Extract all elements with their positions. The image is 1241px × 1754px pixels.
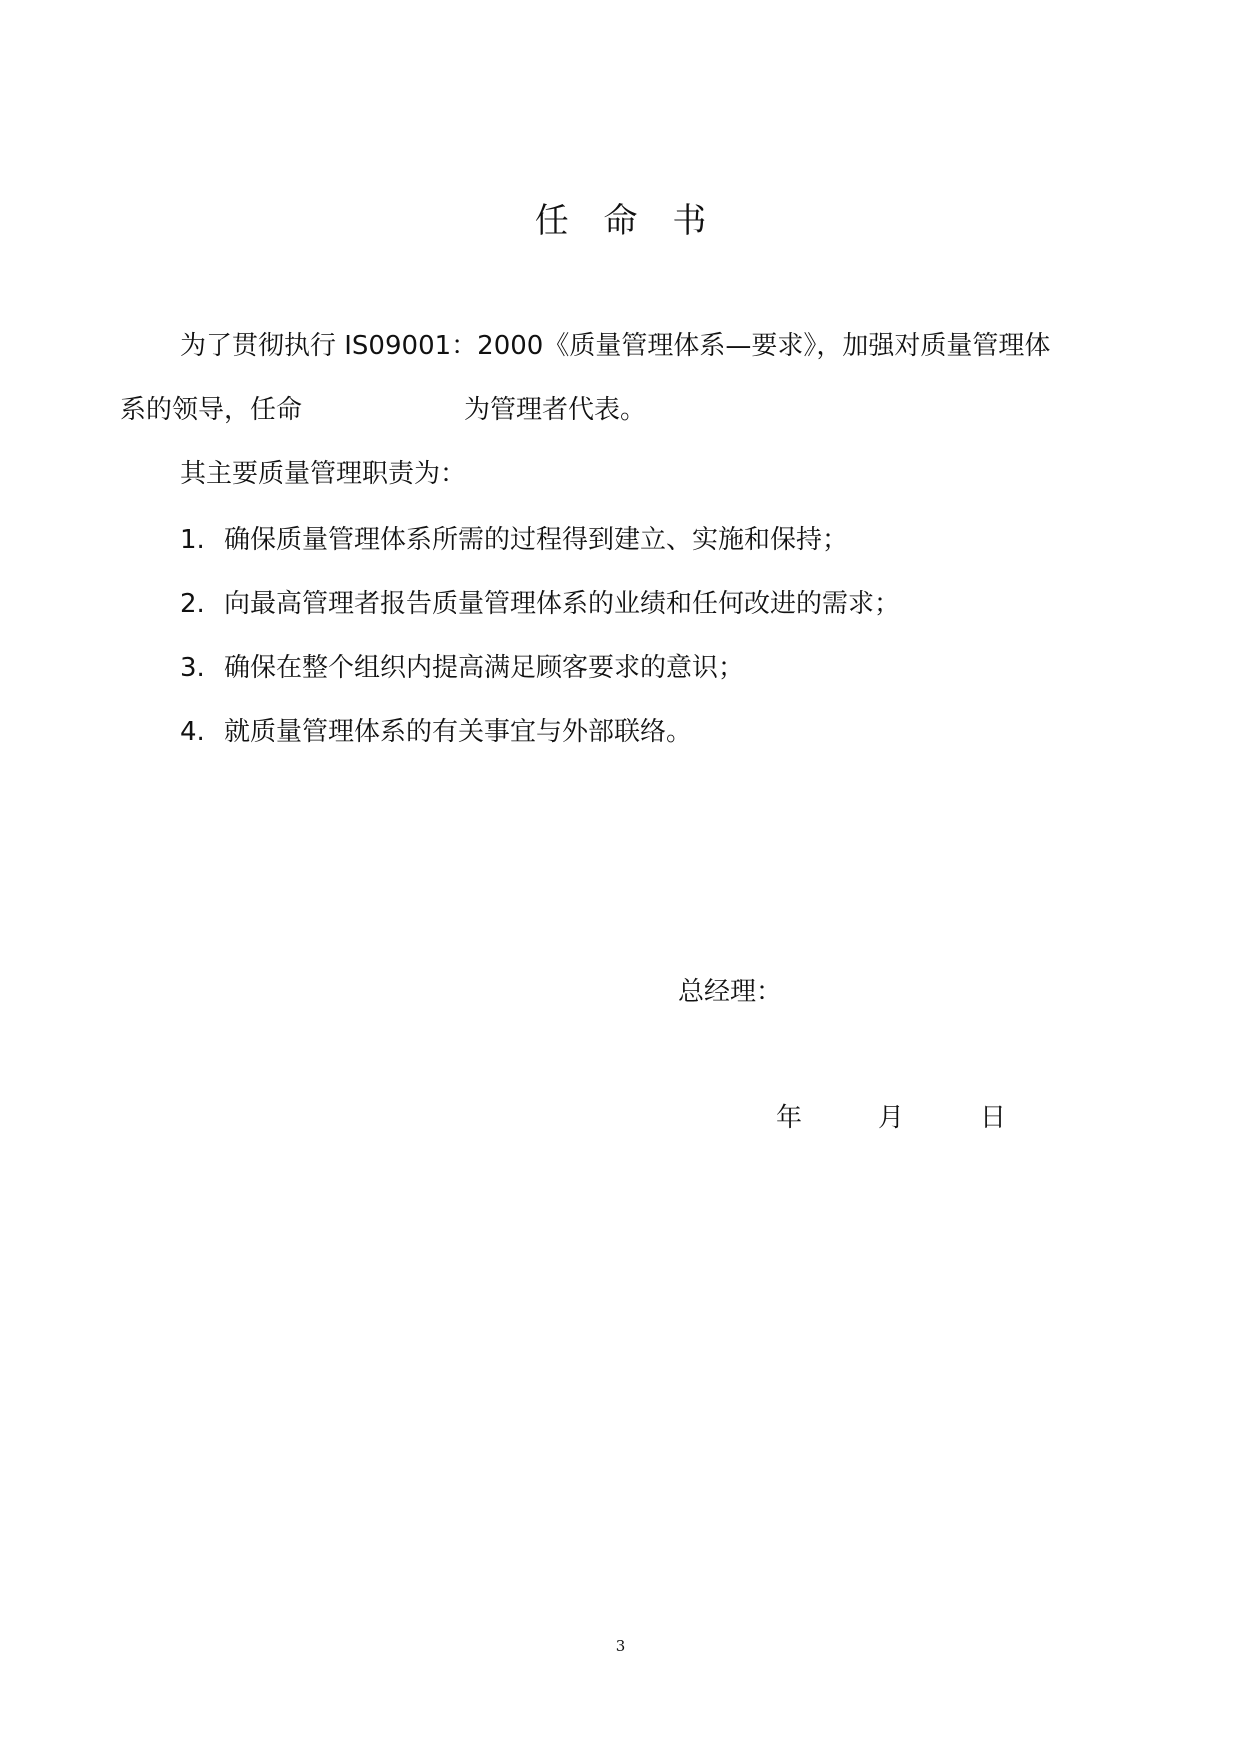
- title-char: 任: [534, 201, 569, 241]
- duty-number: 4.: [180, 717, 205, 747]
- duty-text: 确保在整个组织内提高满足顾客要求的意识；: [224, 653, 745, 683]
- duty-text: 确保质量管理体系所需的过程得到建立、实施和保持；: [224, 525, 849, 555]
- title-char: 命: [603, 201, 638, 241]
- date-month: 月: [878, 1103, 905, 1133]
- title-char: 书: [672, 201, 707, 241]
- document-title: [0, 196, 1241, 246]
- duty-item: [180, 522, 848, 558]
- date-line: [776, 1100, 1006, 1136]
- date-year: 年: [776, 1103, 803, 1133]
- paragraph-1-line-1: 为了贯彻执行 IS09001：2000《质量管理体系—要求》，加强对质量管理体: [180, 331, 1051, 361]
- duties-intro: 其主要质量管理职责为：: [180, 459, 467, 489]
- duty-number: 2.: [180, 589, 205, 619]
- duty-item: [180, 714, 692, 750]
- appointment-prefix: 系的领导，任命: [120, 395, 303, 425]
- duty-item: [180, 650, 744, 686]
- duty-text: 就质量管理体系的有关事宜与外部联络。: [224, 717, 693, 747]
- duty-text: 向最高管理者报告质量管理体系的业绩和任何改进的需求；: [224, 589, 901, 619]
- date-day: 日: [980, 1103, 1007, 1133]
- page-number: 3: [615, 1637, 626, 1655]
- paragraph-1-line-2: [120, 392, 646, 428]
- duty-number: 1.: [180, 525, 205, 555]
- appointment-suffix: 为管理者代表。: [464, 395, 647, 425]
- duty-item: [180, 586, 900, 622]
- duty-number: 3.: [180, 653, 205, 683]
- signer-label: 总经理：: [678, 977, 783, 1007]
